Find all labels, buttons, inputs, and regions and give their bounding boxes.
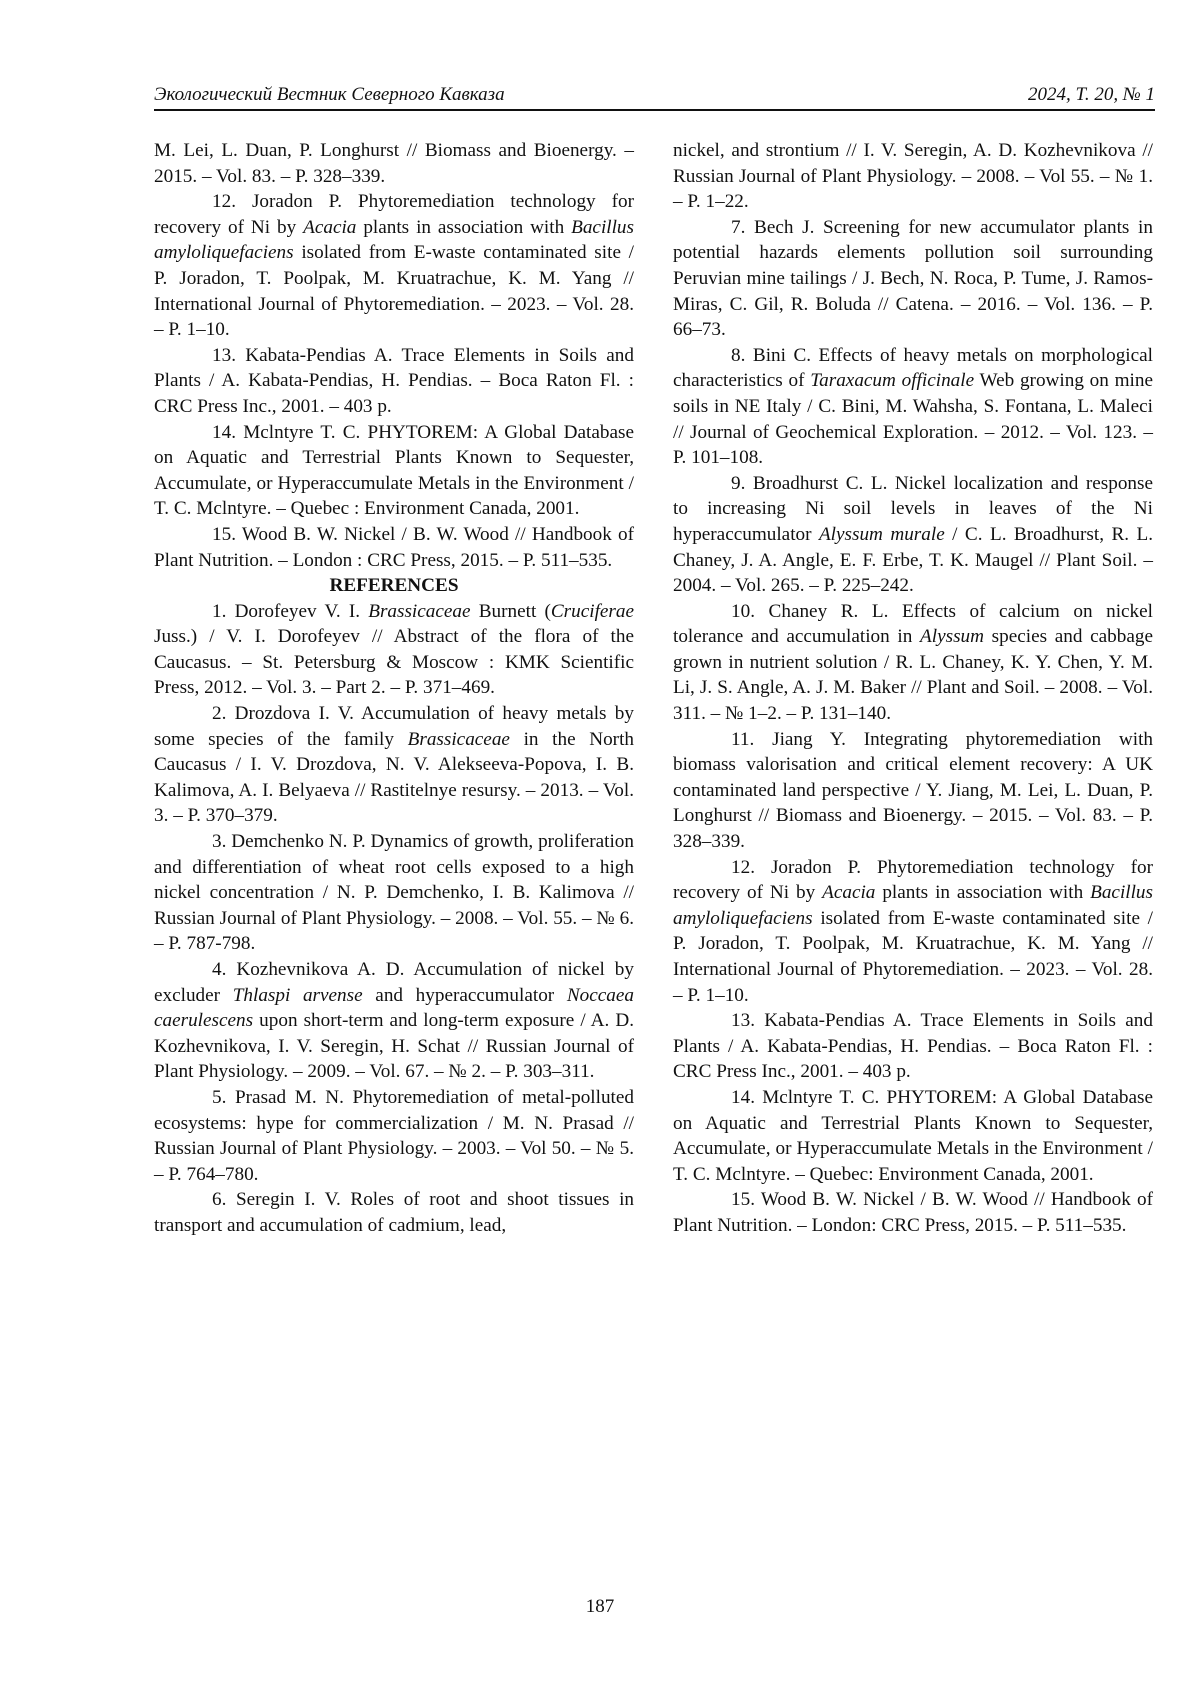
reference-item: 6. Seregin I. V. Roles of root and shoot tissues in transport and accumulation of cadmium, lead, (154, 1189, 634, 1236)
reference-item: 3. Demchenko N. P. Dynamics of growth, proliferation and differentiation of wheat root cells exposed to a high nickel concentration / N. P. Demchenko, I. B. Kalimova // Russian Journal of Plant Physiology. – 2008. – Vol. 55. – № 6. – P. 787-798. (154, 831, 634, 955)
left-column (154, 138, 634, 1239)
reference-item: 15. Wood B. W. Nickel / B. W. Wood // Handbook of Plant Nutrition. – London: CRC Press, 2015. – P. 511–535. (673, 1189, 1153, 1236)
reference-item: 15. Wood B. W. Nickel / B. W. Wood // Handbook of Plant Nutrition. – London : CRC Press, 2015. – P. 511–535. (154, 523, 634, 571)
reference-item: 14. Mclntyre T. C. PHYTOREM: A Global Database on Aquatic and Terrestrial Plants Known to Sequester, Accumulate, or Hyperaccumulate Metals in the Environment / T. C. Mclntyre. – Quebec: Environment Canada, 2001. (673, 1086, 1153, 1185)
reference-item: 10. Chaney R. L. Effects of calcium on nickel tolerance and accumulation in Alyssum species and cabbage grown in nutrient solution / R. L. Chaney, K. Y. Chen, Y. M. Li, J. S. Angle, A. J. M. Baker // Plant and Soil. – 2008. – Vol. 311. – № 1–2. – P. 131–140. (673, 600, 1153, 725)
reference-item: 8. Bini C. Effects of heavy metals on morphological characteristics of Taraxacum officinale Web growing on mine soils in NE Italy / C. Bini, M. Wahsha, S. Fontana, L. Maleci // Journal of Geochemical Exploration. – 2012. – Vol. 123. – P. 101–108. (673, 344, 1153, 469)
reference-item: 14. Mclntyre T. C. PHYTOREM: A Global Database on Aquatic and Terrestrial Plants Known to Sequester, Accumulate, or Hyperaccumulate Metals in the Environment / T. C. Mclntyre. – Quebec : Environment Canada, 2001. (154, 421, 634, 520)
reference-item: 9. Broadhurst C. L. Nickel localization and response to increasing Ni soil levels in leaves of the Ni hyperaccumulator Alyssum murale / C. L. Broadhurst, R. L. Chaney, J. A. Angle, E. F. Erbe, T. K. Maugel // Plant Soil. – 2004. – Vol. 265. – P. 225–242. (673, 472, 1153, 597)
reference-item: 12. Joradon P. Phytoremediation technology for recovery of Ni by Acacia plants in association with Bacillus amyloliquefaciens isolated from E-waste contaminated site / P. Joradon, T. Poolpak, M. Kruatrachue, K. M. Yang // International Journal of Phytoremediation. – 2023. – Vol. 28. – P. 1–10. (154, 191, 634, 341)
reference-item: 12. Joradon P. Phytoremediation technology for recovery of Ni by Acacia plants in association with Bacillus amyloliquefaciens isolated from E-waste contaminated site / P. Joradon, T. Poolpak, M. Kruatrachue, K. M. Yang // International Journal of Phytoremediation. – 2023. – Vol. 28. – P. 1–10. (673, 856, 1153, 1006)
reference-item: 2. Drozdova I. V. Accumulation of heavy metals by some species of the family Brassicaceae in the North Caucasus / I. V. Drozdova, N. V. Alekseeva-Popova, I. B. Kalimova, A. I. Belyaeva // Rastitelnye resursy. – 2013. – Vol. 3. – P. 370–379. (154, 703, 634, 827)
running-header (154, 84, 1155, 111)
reference-item: 11. Jiang Y. Integrating phytoremediation with biomass valorisation and critical element recovery: A UK contaminated land perspective / Y. Jiang, M. Lei, L. Duan, P. Longhurst // Biomass and Bioenergy. – 2015. – Vol. 83. – P. 328–339. (673, 728, 1153, 853)
reference-item: 1. Dorofeyev V. I. Brassicaceae Burnett (Cruciferae Juss.) / V. I. Dorofeyev // Abstract of the flora of the Caucasus. – St. Petersburg & Moscow : KMK Scientific Press, 2012. – Vol. 3. – Part 2. – P. 371–469. (154, 600, 634, 699)
journal-title: Экологический Вестник Северного Кавказа (154, 84, 505, 105)
reference-item: 4. Kozhevnikova A. D. Accumulation of nickel by excluder Thlaspi arvense and hyperaccumulator Noccaea caerulescens upon short-term and long-term exposure / A. D. Kozhevnikova, I. V. Seregin, H. Schat // Russian Journal of Plant Physiology. – 2009. – Vol. 67. – № 2. – P. 303–311. (154, 959, 634, 1083)
reference-item: 7. Bech J. Screening for new accumulator plants in potential hazards elements pollution soil surrounding Peruvian mine tailings / J. Bech, N. Roca, P. Tume, J. Ramos-Miras, C. Gil, R. Boluda // Catena. – 2016. – Vol. 136. – P. 66–73. (673, 216, 1153, 341)
issue-info: 2024, Т. 20, № 1 (1027, 84, 1155, 105)
references-heading: REFERENCES (329, 575, 459, 597)
reference-item: 5. Prasad M. N. Phytoremediation of metal-polluted ecosystems: hype for commercialization / M. N. Prasad // Russian Journal of Plant Physiology. – 2003. – Vol 50. – № 5. – P. 764–780. (154, 1086, 634, 1185)
reference-item: 13. Kabata-Pendias A. Trace Elements in Soils and Plants / A. Kabata-Pendias, H. Pendias. – Boca Raton Fl. : CRC Press Inc., 2001. – 403 p. (673, 1010, 1153, 1083)
page-number: 187 (585, 1596, 615, 1617)
reference-item: 13. Kabata-Pendias A. Trace Elements in Soils and Plants / A. Kabata-Pendias, H. Pendias. – Boca Raton Fl. : CRC Press Inc., 2001. – 403 p. (154, 344, 634, 417)
right-column (673, 138, 1153, 1239)
reference-continuation: nickel, and strontium // I. V. Seregin, A. D. Kozhevnikova // Russian Journal of Plant Physiology. – 2008. – Vol 55. – № 1. – P. 1–22. (673, 140, 1153, 213)
reference-continuation: M. Lei, L. Duan, P. Longhurst // Biomass and Bioenergy. – 2015. – Vol. 83. – P. 328–339. (154, 140, 634, 187)
